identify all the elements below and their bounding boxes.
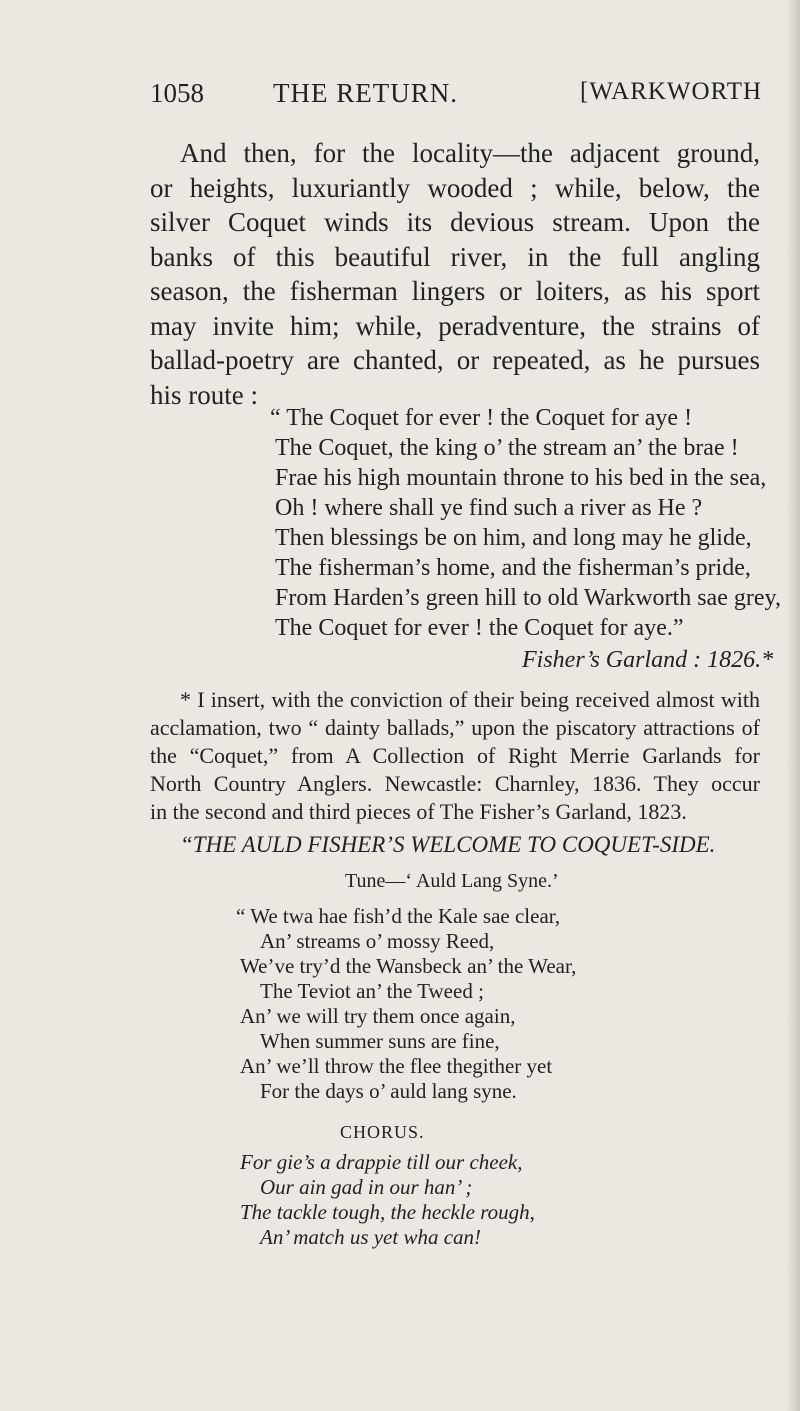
poem-line: Then blessings be on him, and long may he glide, [275,525,752,551]
paragraph-line: banks of this beautiful river, in the full angling [150,241,760,272]
poem-line: Oh ! where shall ye find such a river as He ? [275,495,703,521]
footnote-line: the “Coquet,” from A Collection of Right Merrie Garlands for [150,743,760,768]
chorus-line: Our ain gad in our han’ ; [260,1175,473,1199]
page-edge-shadow [786,0,800,1411]
chorus-line: For gie’s a drappie till our cheek, [240,1150,523,1174]
stanza-line: An’ we’ll throw the flee thegither yet [240,1054,553,1078]
stanza-line: An’ we will try them once again, [240,1004,516,1028]
paragraph-line: season, the fisherman lingers or loiters, as his sport [150,276,760,306]
running-title: THE RETURN. [273,78,458,108]
footnote-line: in the second and third pieces of The Fisher’s Garland, 1823. [150,799,687,824]
stanza-line: “ We twa hae fish’d the Kale sae clear, [236,904,561,928]
stanza-line: We’ve try’d the Wansbeck an’ the Wear, [240,954,577,978]
poem-line: “ The Coquet for ever ! the Coquet for aye ! [270,405,693,431]
footnote-line: North Country Anglers. Newcastle: Charnley, 1836. They occur [150,771,760,796]
poem-attribution: Fisher’s Garland : 1826.* [522,647,774,673]
paragraph-line: may invite him; while, peradventure, the strains of [150,310,760,341]
chorus-label: CHORUS. [340,1122,425,1142]
footnote [150,686,760,826]
footnote-line: acclamation, two “ dainty ballads,” upon the piscatory attractions of [150,715,760,740]
chorus-line: An’ match us yet wha can! [260,1225,482,1249]
paragraph-line-text: silver Coquet winds its devious stream. Upon the [150,207,760,237]
poem-line: Frae his high mountain throne to his bed in the sea, [275,465,767,491]
poem-line: The Coquet for ever ! the Coquet for aye.” [275,615,684,641]
page-number: 1058 [150,78,204,108]
footnote-line: * I insert, with the conviction of their being received almost with [180,687,760,712]
paragraph-line: his route : [150,379,258,410]
stanza-line: An’ streams o’ mossy Reed, [260,929,495,953]
running-head-right: [WARKWORTH [580,78,763,105]
paragraph-line [150,205,760,240]
poem-line: The fisherman’s home, and the fisherman’s pride, [275,555,751,581]
poem-line: The Coquet, the king o’ the stream an’ the brae ! [275,435,739,461]
stanza-line: For the days o’ auld lang syne. [260,1079,517,1103]
song-title: “THE AULD FISHER’S WELCOME TO COQUET-SIDE. [180,832,716,857]
stanza-line: When summer suns are fine, [260,1029,500,1053]
paragraph-line: ballad-poetry are chanted, or repeated, as he pursues [150,345,760,375]
stanza-line: The Teviot an’ the Tweed ; [260,979,484,1003]
paragraph-line: And then, for the locality—the adjacent ground, [180,138,760,168]
song-tune: Tune—‘ Auld Lang Syne.’ [345,870,559,892]
page-header [150,78,763,114]
paragraph-line: or heights, luxuriantly wooded ; while, below, the [150,172,760,203]
chorus-line: The tackle tough, the heckle rough, [240,1200,535,1224]
body-paragraph [150,136,760,412]
poem-line: From Harden’s green hill to old Warkworth sae grey, [275,585,781,611]
